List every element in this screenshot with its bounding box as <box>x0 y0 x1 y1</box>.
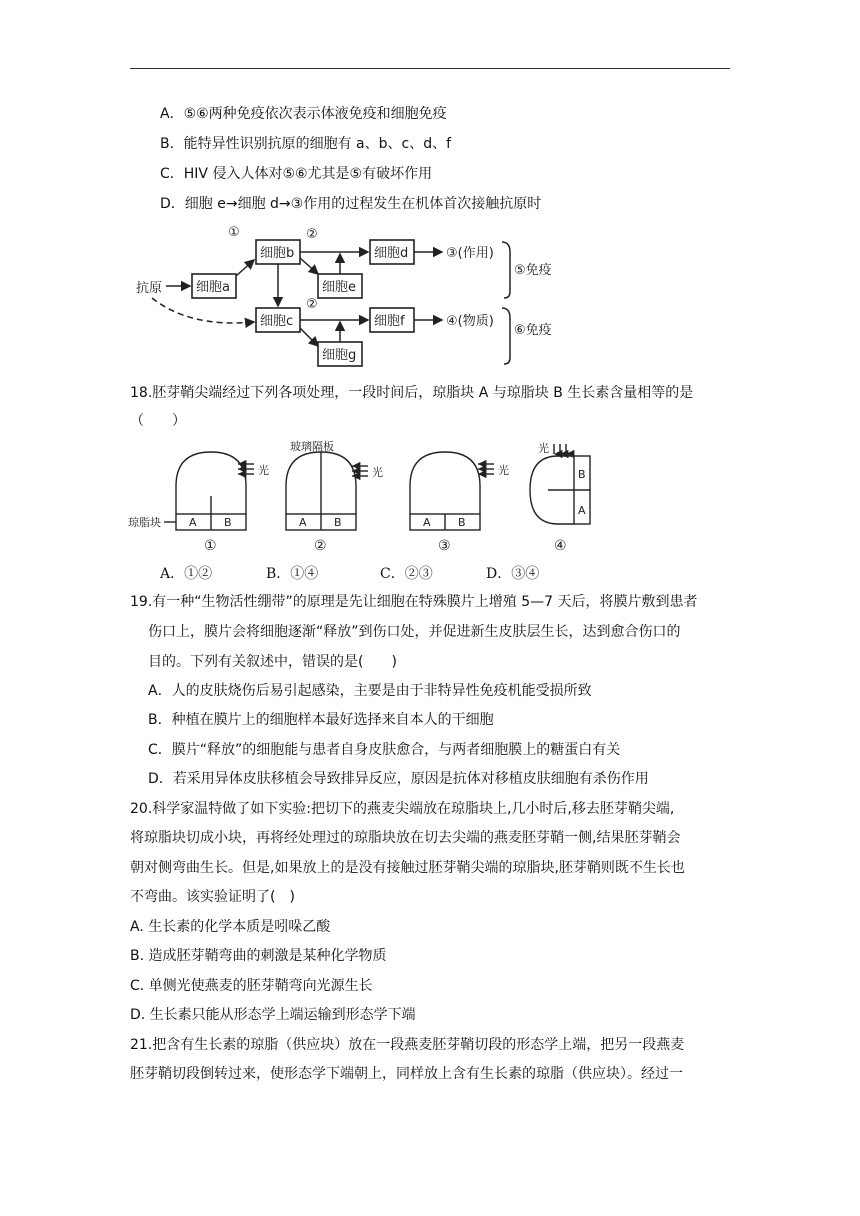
q20-option-b: B. 造成胚芽鞘弯曲的刺激是某种化学物质 <box>130 948 387 964</box>
q19-stem-line2: 伤口上，膜片会将细胞逐渐“释放”到伤口处，并促进新生皮肤层生长，达到愈合伤口的 <box>148 624 681 640</box>
agar-label: 琼脂块 <box>128 516 161 529</box>
q18-option-c: C．②③ <box>380 566 433 582</box>
q19-stem-line1: 19.有一种“生物活性绷带”的原理是先让细胞在特殊膜片上增殖 5—7 天后，将膜片敷到患者 <box>130 594 698 610</box>
q21-stem-line1: 21.把含有生长素的琼脂（供应块）放在一段燕麦胚芽鞘切段的形态学上端，把另一段燕麦 <box>130 1037 685 1053</box>
cell-d-label: 细胞d <box>374 246 409 261</box>
light-label-1: 光 <box>258 464 269 477</box>
q20-option-c: C. 单侧光使燕麦的胚芽鞘弯向光源生长 <box>130 978 373 994</box>
fig-label-1: ① <box>204 538 217 554</box>
q19-option-d: D．若采用异体皮肤移植会导致排异反应，原因是抗体对移植皮肤细胞有杀伤作用 <box>148 771 649 787</box>
coleoptile-figure <box>128 440 608 556</box>
fig-label-2: ② <box>314 538 327 554</box>
q20-option-d: D. 生长素只能从形态学上端运输到形态学下端 <box>130 1007 416 1023</box>
q18-stem-line1: 18.胚芽鞘尖端经过下列各项处理，一段时间后，琼脂块 A 与琼脂块 B 生长素含量相等的是 <box>130 385 694 401</box>
light-label-2: 光 <box>372 466 383 479</box>
block-b-3: B <box>458 516 466 529</box>
q20-stem-line4: 不弯曲。该实验证明了( ) <box>130 889 295 905</box>
q21-stem-line2: 胚芽鞘切段倒转过来，使形态学下端朝上，同样放上含有生长素的琼脂（供应块）。经过一 <box>130 1066 683 1082</box>
block-a-2: A <box>299 516 307 529</box>
q18-option-a: A．①② <box>160 566 213 582</box>
brace-6 <box>502 308 510 364</box>
antigen-label: 抗原 <box>136 281 163 296</box>
q19-option-b: B．种植在膜片上的细胞样本最好选择来自本人的干细胞 <box>148 712 494 728</box>
mark-2-bottom: ② <box>306 297 318 312</box>
q20-stem-line2: 将琼脂块切成小块，再将经处理过的琼脂块放在切去尖端的燕麦胚芽鞘一侧,结果胚芽鞘会 <box>130 830 681 846</box>
immune-5: ⑤免疫 <box>514 263 552 278</box>
block-b-4: B <box>578 468 586 481</box>
mark-1: ① <box>228 225 240 240</box>
q20-stem-line3: 朝对侧弯曲生长。但是,如果放上的是没有接触过胚芽鞘尖端的琼脂块,胚芽鞘则既不生长也 <box>130 860 685 876</box>
glass-plate-label: 玻璃隔板 <box>290 440 334 453</box>
arrow-c-g <box>300 328 318 346</box>
block-b-1: B <box>224 516 232 529</box>
block-b-2: B <box>334 516 342 529</box>
cell-e-label: 细胞e <box>322 280 356 295</box>
q20-option-a: A. 生长素的化学本质是吲哚乙酸 <box>130 919 331 935</box>
block-a-4: A <box>578 504 586 517</box>
cell-a-label: 细胞a <box>196 280 230 295</box>
block-a-1: A <box>189 516 197 529</box>
q18-stem-line2: （ ） <box>130 413 186 429</box>
q19-stem-line3: 目的。下列有关叙述中，错误的是( ) <box>148 654 397 670</box>
dashed-arrow-antigen-c <box>152 298 254 323</box>
header-rule <box>130 68 730 69</box>
q18-option-d: D．③④ <box>486 566 540 582</box>
cell-f-label: 细胞f <box>374 314 405 329</box>
arrow-a-b <box>236 260 254 276</box>
q20-stem-line1: 20.科学家温特做了如下实验:把切下的燕麦尖端放在琼脂块上,几小时后,移去胚芽鞘尖端, <box>130 801 675 817</box>
q19-option-c: C．膜片“释放”的细胞能与患者自身皮肤愈合，与两者细胞膜上的糖蛋白有关 <box>148 742 621 758</box>
brace-5 <box>502 242 510 298</box>
immune-flow-diagram <box>130 222 570 372</box>
light-label-4: 光 <box>538 442 549 455</box>
cell-g-label: 细胞g <box>322 348 357 363</box>
result-3: ③(作用) <box>446 246 494 261</box>
cell-b-label: 细胞b <box>260 246 295 261</box>
q17-option-d: D．细胞 e→细胞 d→③作用的过程发生在机体首次接触抗原时 <box>160 196 542 212</box>
light-label-3: 光 <box>498 464 509 477</box>
q18-option-b: B．①④ <box>266 566 319 582</box>
result-4: ④(物质) <box>446 314 494 329</box>
mark-2-top: ② <box>306 227 318 242</box>
immune-6: ⑥免疫 <box>514 323 552 338</box>
arrow-b-e <box>300 258 318 274</box>
q17-option-c: C．HIV 侵入人体对⑤⑥尤其是⑤有破坏作用 <box>160 166 433 182</box>
block-a-3: A <box>423 516 431 529</box>
q17-option-b: B．能特异性识别抗原的细胞有 a、b、c、d、f <box>160 136 452 152</box>
q19-option-a: A．人的皮肤烧伤后易引起感染，主要是由于非特异性免疫机能受损所致 <box>148 683 592 699</box>
fig-label-4: ④ <box>554 538 567 554</box>
tip-3 <box>410 452 480 514</box>
q17-option-a: A．⑤⑥两种免疫依次表示体液免疫和细胞免疫 <box>160 106 447 122</box>
cell-c-label: 细胞c <box>260 314 294 329</box>
fig-label-3: ③ <box>438 538 451 554</box>
